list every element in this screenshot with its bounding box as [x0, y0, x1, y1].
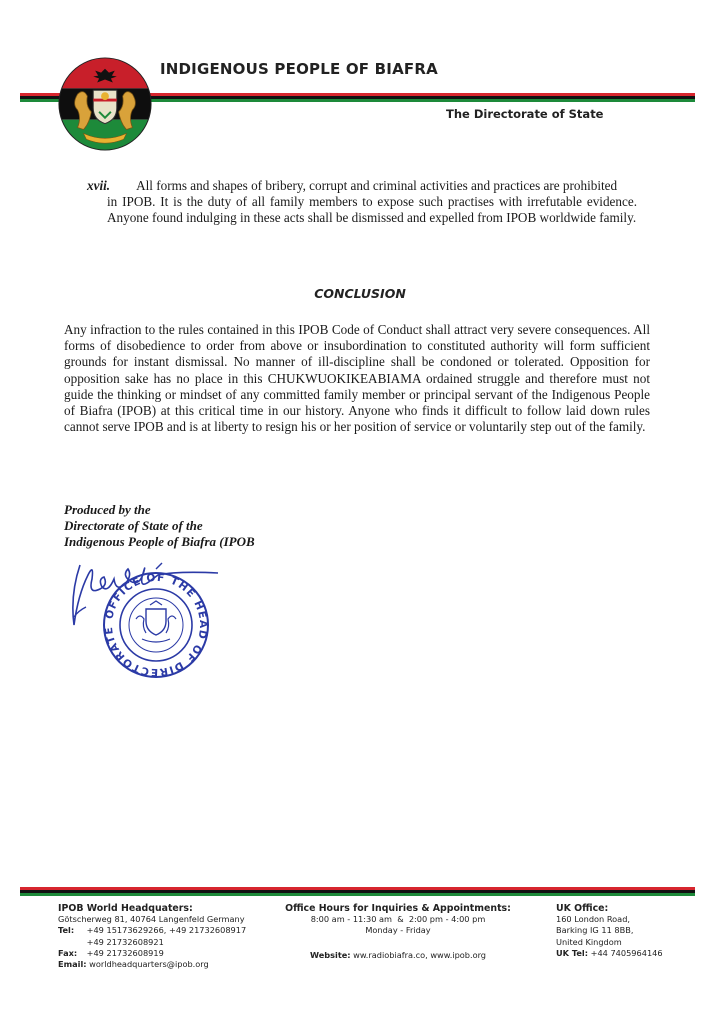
hq-email: worldheadquarters@ipob.org: [89, 959, 209, 970]
produced-line-2: Directorate of State of the: [64, 518, 203, 533]
website-label: Website:: [309, 949, 351, 960]
hq-address: Götscherweg 81, 40764 Langenfeld Germany: [58, 914, 245, 925]
code-item-xvii: [87, 178, 637, 227]
hq-tel-2: +49 21732608921: [86, 936, 164, 947]
hq-tel: +49 15173629266, +49 21732608917: [86, 925, 247, 936]
uk-tel-label: UK Tel:: [556, 947, 588, 958]
uk-title: UK Office:: [556, 903, 609, 914]
item-continuation: in IPOB. It is the duty of all family members to expose such practises with irrefutable evidence. Anyone found indulging in these acts shall be dismissed and expelled from IPOB worldwide family.: [107, 194, 637, 226]
signature-and-stamp: [60, 555, 260, 685]
item-number: xvii.: [87, 178, 111, 193]
organization-name: INDIGENOUS PEOPLE OF BIAFRA: [160, 60, 438, 78]
conclusion-heading: CONCLUSION: [314, 286, 406, 301]
coat-of-arms-logo: [56, 55, 154, 153]
hq-email-label: Email:: [58, 959, 87, 970]
uk-line-1: 160 London Road,: [556, 914, 630, 925]
footer-hq: [58, 903, 278, 970]
item-first-line: All forms and shapes of bribery, corrupt and criminal activities and practices are prohibited: [136, 178, 618, 193]
uk-line-3: United Kingdom: [556, 936, 622, 947]
hq-tel-label: Tel:: [58, 925, 75, 936]
hours-title: Office Hours for Inquiries & Appointments:: [285, 903, 511, 914]
hq-title: IPOB World Headquaters:: [58, 903, 193, 914]
footer-stripe-green: [20, 893, 695, 896]
uk-tel: +44 7405964146: [590, 947, 663, 958]
hours-times: 8:00 am - 11:30 am & 2:00 pm - 4:00 pm: [310, 914, 486, 925]
produced-by-block: [64, 502, 255, 550]
stamp-ring-text: OFFICE OF THE HEAD OF DIRECTORATE: [102, 571, 210, 679]
uk-line-2: Barking IG 11 8BB,: [556, 925, 634, 936]
hq-fax-label: Fax:: [58, 947, 78, 958]
website-link[interactable]: ww.radiobiafra.co, www.ipob.org: [353, 949, 487, 960]
produced-line-3: Indigenous People of Biafra (IPOB: [64, 534, 255, 549]
hq-fax: +49 21732608919: [86, 947, 164, 958]
produced-line-1: Produced by the: [64, 502, 151, 517]
hours-days: Monday - Friday: [365, 925, 431, 936]
footer-uk-office: [556, 903, 706, 959]
footer-hours: [280, 903, 516, 961]
directorate-subtitle: The Directorate of State: [446, 107, 604, 121]
conclusion-paragraph: Any infraction to the rules contained in this IPOB Code of Conduct shall attract very severe consequences. All forms of disobedience to order from above or insubordination to constituted authority will form sufficient grounds for instant dismissal. No manner of ill-discipline shall be condoned or tolerated. Opposition for opposition sake has no place in this CHUKWUOKIKEABIAMA ordained struggle and therefore must not guide the thinking or mindset of any committed family member or principal servant of the Indigenous People of Biafra (IPOB) at this critical time in our history. Anyone who finds it difficult to follow laid down rules cannot serve IPOB and is at liberty to resign his or her position of service or voluntarily step out of the family.: [64, 322, 650, 435]
